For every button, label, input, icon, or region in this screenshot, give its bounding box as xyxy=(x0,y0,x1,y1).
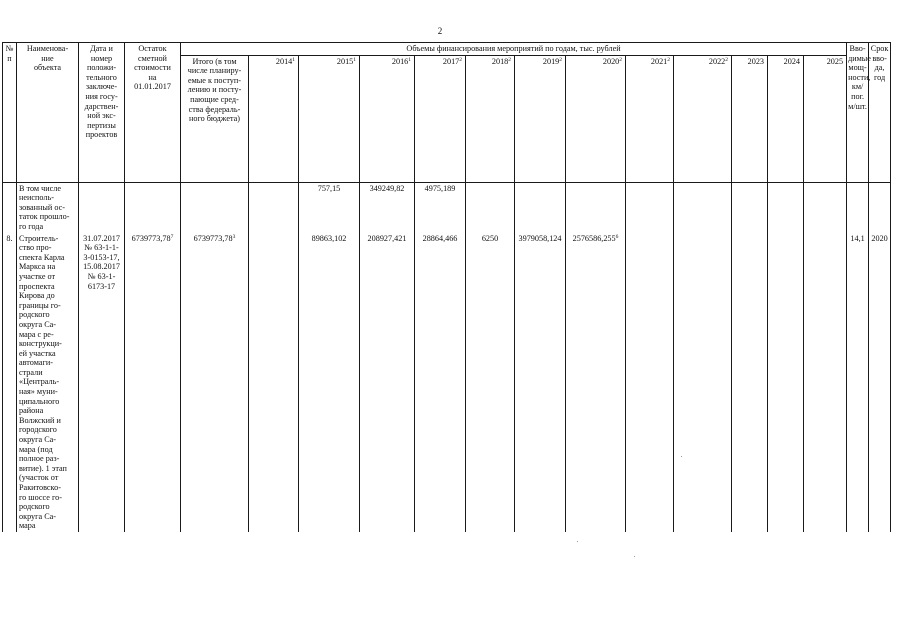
year-value-2015: 89863,102 xyxy=(299,233,360,532)
header-year-2022: 2022$^2$ xyxy=(674,55,732,182)
year-value-2022 xyxy=(674,233,732,532)
header-year-2017: 2017$^2$ xyxy=(415,55,466,182)
table-row-unused-balance xyxy=(3,182,891,232)
row-number: 8. xyxy=(3,233,17,532)
year-value-2023 xyxy=(732,182,768,232)
header-commission-term: Срок вво- да, год xyxy=(869,43,891,183)
header-year-2018: 2018$^2$ xyxy=(466,55,515,182)
term-value xyxy=(869,182,891,232)
year-value-2017: 28864,466 xyxy=(415,233,466,532)
header-year-2014: 2014$^1$ xyxy=(249,55,299,182)
year-value-2019: 3979058,124 xyxy=(515,233,566,532)
expertise-date: 31.07.2017 № 63-1-1- 3-0153-17, 15.08.2017 № 63-1- 6173-17 xyxy=(79,233,125,532)
scan-speck xyxy=(634,556,635,557)
term-value: 2020 xyxy=(869,233,891,532)
header-financing-group: Объемы финансирования мероприятий по годам, тыс. рублей xyxy=(181,43,847,56)
scan-speck xyxy=(681,456,682,457)
estimate-balance xyxy=(125,182,181,232)
total-amount xyxy=(181,182,249,232)
year-value-2020: 2576586,255$^6$ xyxy=(566,233,626,532)
year-value-2018: 6250 xyxy=(466,233,515,532)
header-object-name: Наименова- ние объекта xyxy=(17,43,79,183)
year-value-2016: 349249,82 xyxy=(360,182,415,232)
year-value-2014 xyxy=(249,182,299,232)
capacity-value xyxy=(847,182,869,232)
header-capacity: Вво- димые мощ- ности, км/ пог. м/шт. xyxy=(847,43,869,183)
row-number xyxy=(3,182,17,232)
total-amount: 6739773,78$^3$ xyxy=(181,233,249,532)
object-name: В том числе неисполь- зованный ос- таток прошло- го года xyxy=(17,182,79,232)
year-value-2025 xyxy=(804,233,847,532)
header-year-2015: 2015$^1$ xyxy=(299,55,360,182)
scan-speck xyxy=(577,541,578,542)
estimate-balance: 6739773,78$^7$ xyxy=(125,233,181,532)
year-value-2015: 757,15 xyxy=(299,182,360,232)
year-value-2024 xyxy=(768,182,804,232)
year-value-2025 xyxy=(804,182,847,232)
object-name: Строитель- ство про- спекта Карла Маркса на участке от проспекта Кирова до границы го- родского округа Са- мара с ре- конструкци- ей участка автомаги- страли «Централь- ная» муни- ципального района Волжский и городского округа Са- мара (под полное раз- витие). 1 этап (участок от Ракитовско- го шоссе го- родского округа Са- мара xyxy=(17,233,79,532)
year-value-2021 xyxy=(626,182,674,232)
financing-table xyxy=(2,42,891,532)
header-year-2024: 2024 xyxy=(768,55,804,182)
year-value-2018 xyxy=(466,182,515,232)
expertise-date xyxy=(79,182,125,232)
year-value-2014 xyxy=(249,233,299,532)
header-number: № п xyxy=(3,43,17,183)
year-value-2024 xyxy=(768,233,804,532)
table-row-object-8 xyxy=(3,233,891,532)
page-number: 2 xyxy=(437,26,443,36)
year-value-2020 xyxy=(566,182,626,232)
header-year-2016: 2016$^1$ xyxy=(360,55,415,182)
year-value-2019 xyxy=(515,182,566,232)
capacity-value: 14,1 xyxy=(847,233,869,532)
header-year-2020: 2020$^2$ xyxy=(566,55,626,182)
header-year-2019: 2019$^2$ xyxy=(515,55,566,182)
year-value-2023 xyxy=(732,233,768,532)
year-value-2021 xyxy=(626,233,674,532)
year-value-2022 xyxy=(674,182,732,232)
year-value-2017: 4975,189 xyxy=(415,182,466,232)
header-year-2021: 2021$^2$ xyxy=(626,55,674,182)
header-year-2025: 2025 xyxy=(804,55,847,182)
header-year-2023: 2023 xyxy=(732,55,768,182)
header-estimate-balance: Остаток сметной стоимости на 01.01.2017 xyxy=(125,43,181,183)
header-total: Итого (в том числе планиру- емые к поступ- лению и посту- пающие сред- ства федераль- ного бюджета) xyxy=(181,55,249,182)
header-expertise-date: Дата и номер положи- тельного заключе- ния госу- дарствен- ной экс- пертизы проектов xyxy=(79,43,125,183)
year-value-2016: 208927,421 xyxy=(360,233,415,532)
